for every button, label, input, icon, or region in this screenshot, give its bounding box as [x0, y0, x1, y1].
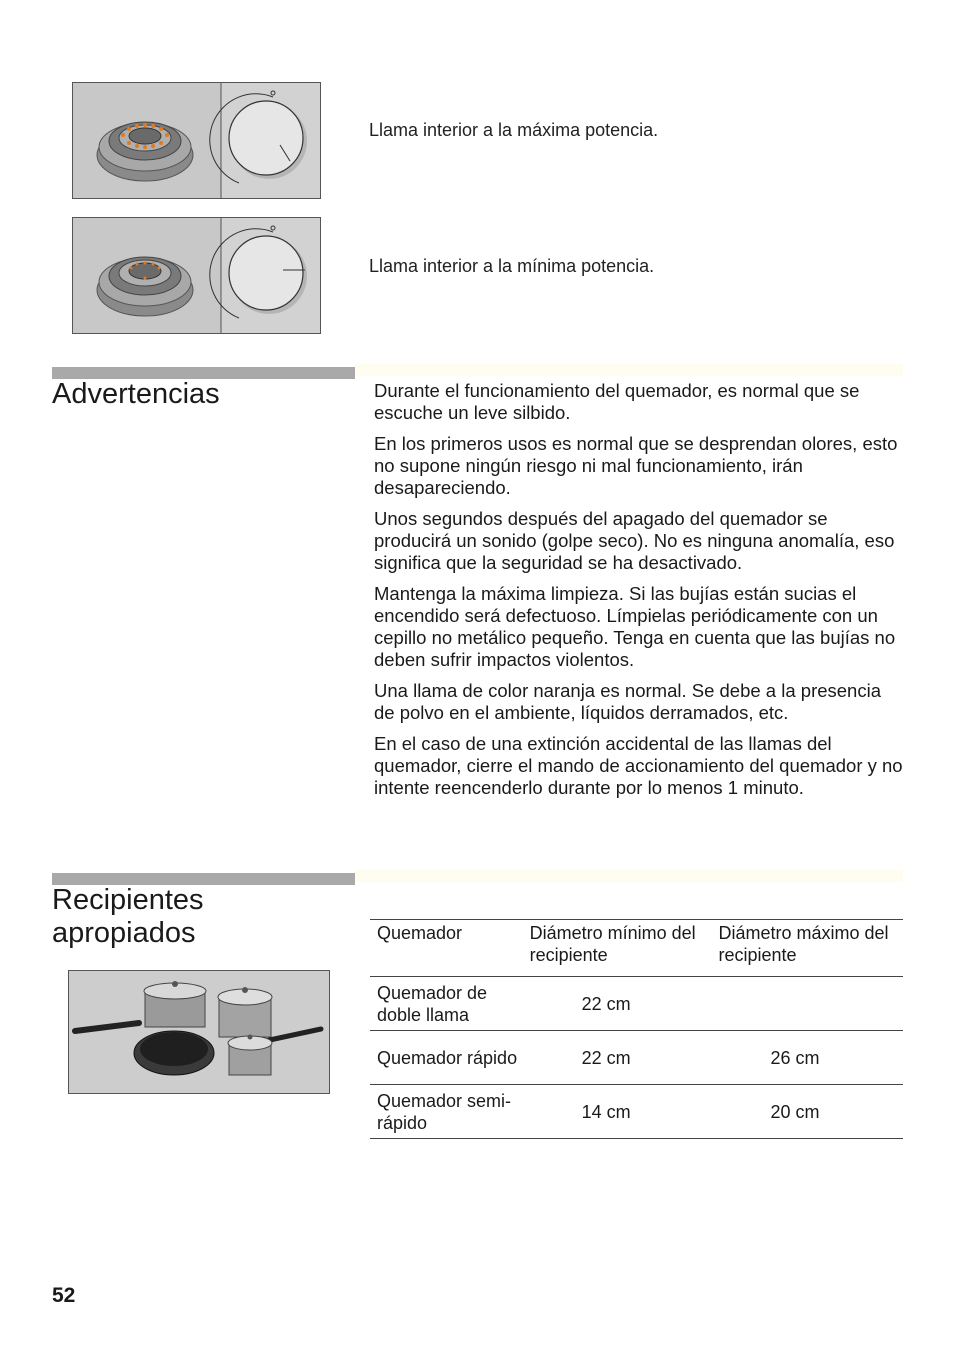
- containers-title-line1: Recipientes: [52, 884, 204, 916]
- containers-title-line2: apropiados: [52, 917, 196, 949]
- warning-paragraph: En los primeros usos es normal que se desprendan olores, esto no supone ningún riesgo ni mal funcionamiento, irán desapareciendo.: [374, 433, 898, 498]
- burner-min-illustration: [73, 218, 320, 333]
- table-cell: 20 cm: [718, 1085, 903, 1139]
- burner-max-figure: [72, 82, 321, 199]
- burner-min-figure: [72, 217, 321, 334]
- table-header-row: [370, 920, 903, 977]
- cookware-illustration: [69, 971, 329, 1093]
- table-row: [370, 1031, 903, 1085]
- table-cell: [718, 977, 903, 1031]
- warning-paragraph: Durante el funcionamiento del quemador, es normal que se escuche un leve silbido.: [374, 380, 860, 423]
- table-cell: 14 cm: [530, 1085, 719, 1139]
- table-cell: 22 cm: [530, 977, 719, 1031]
- burner-max-illustration: [73, 83, 320, 198]
- table-cell: Quemador rápido: [370, 1031, 530, 1085]
- page-number: 52: [52, 1284, 76, 1307]
- table-header-cell: Quemador: [370, 920, 530, 977]
- warnings-body: [374, 380, 906, 808]
- table-header-cell: Diámetro máximo del recipiente: [718, 920, 903, 977]
- section-divider-light: [355, 870, 903, 882]
- table-cell: Quemador semi-rápido: [370, 1085, 530, 1139]
- table-header-cell: Diámetro mínimo del recipiente: [530, 920, 719, 977]
- table-cell: 22 cm: [530, 1031, 719, 1085]
- containers-title: [52, 884, 204, 950]
- table-cell: 26 cm: [718, 1031, 903, 1085]
- warning-paragraph: Mantenga la máxima limpieza. Si las bujías están sucias el encendido será defectuoso. Límpielas periódicamente con un cepillo no metálico pequeño. Tenga en cuenta que las bujías no deben sufrir impactos violentos.: [374, 583, 896, 670]
- container-size-table: [370, 919, 903, 1139]
- table-cell: Quemador de doble llama: [370, 977, 530, 1031]
- warning-paragraph: En el caso de una extinción accidental de las llamas del quemador, cierre el mando de accionamiento del quemador y no intente reencenderlo durante por lo menos 1 minuto.: [374, 733, 903, 798]
- warning-paragraph: Una llama de color naranja es normal. Se debe a la presencia de polvo en el ambiente, líquidos derramados, etc.: [374, 680, 881, 723]
- figure-caption-max: Llama interior a la máxima potencia.: [369, 120, 659, 140]
- section-divider-light: [355, 364, 903, 376]
- figure-caption-min: Llama interior a la mínima potencia.: [369, 256, 655, 276]
- table-row: [370, 1085, 903, 1139]
- warnings-title: Advertencias: [52, 378, 220, 410]
- table-row: [370, 977, 903, 1031]
- cookware-figure: [68, 970, 330, 1094]
- warning-paragraph: Unos segundos después del apagado del quemador se producirá un sonido (golpe seco). No es ninguna anomalía, eso significa que la seguridad se ha desactivado.: [374, 508, 895, 573]
